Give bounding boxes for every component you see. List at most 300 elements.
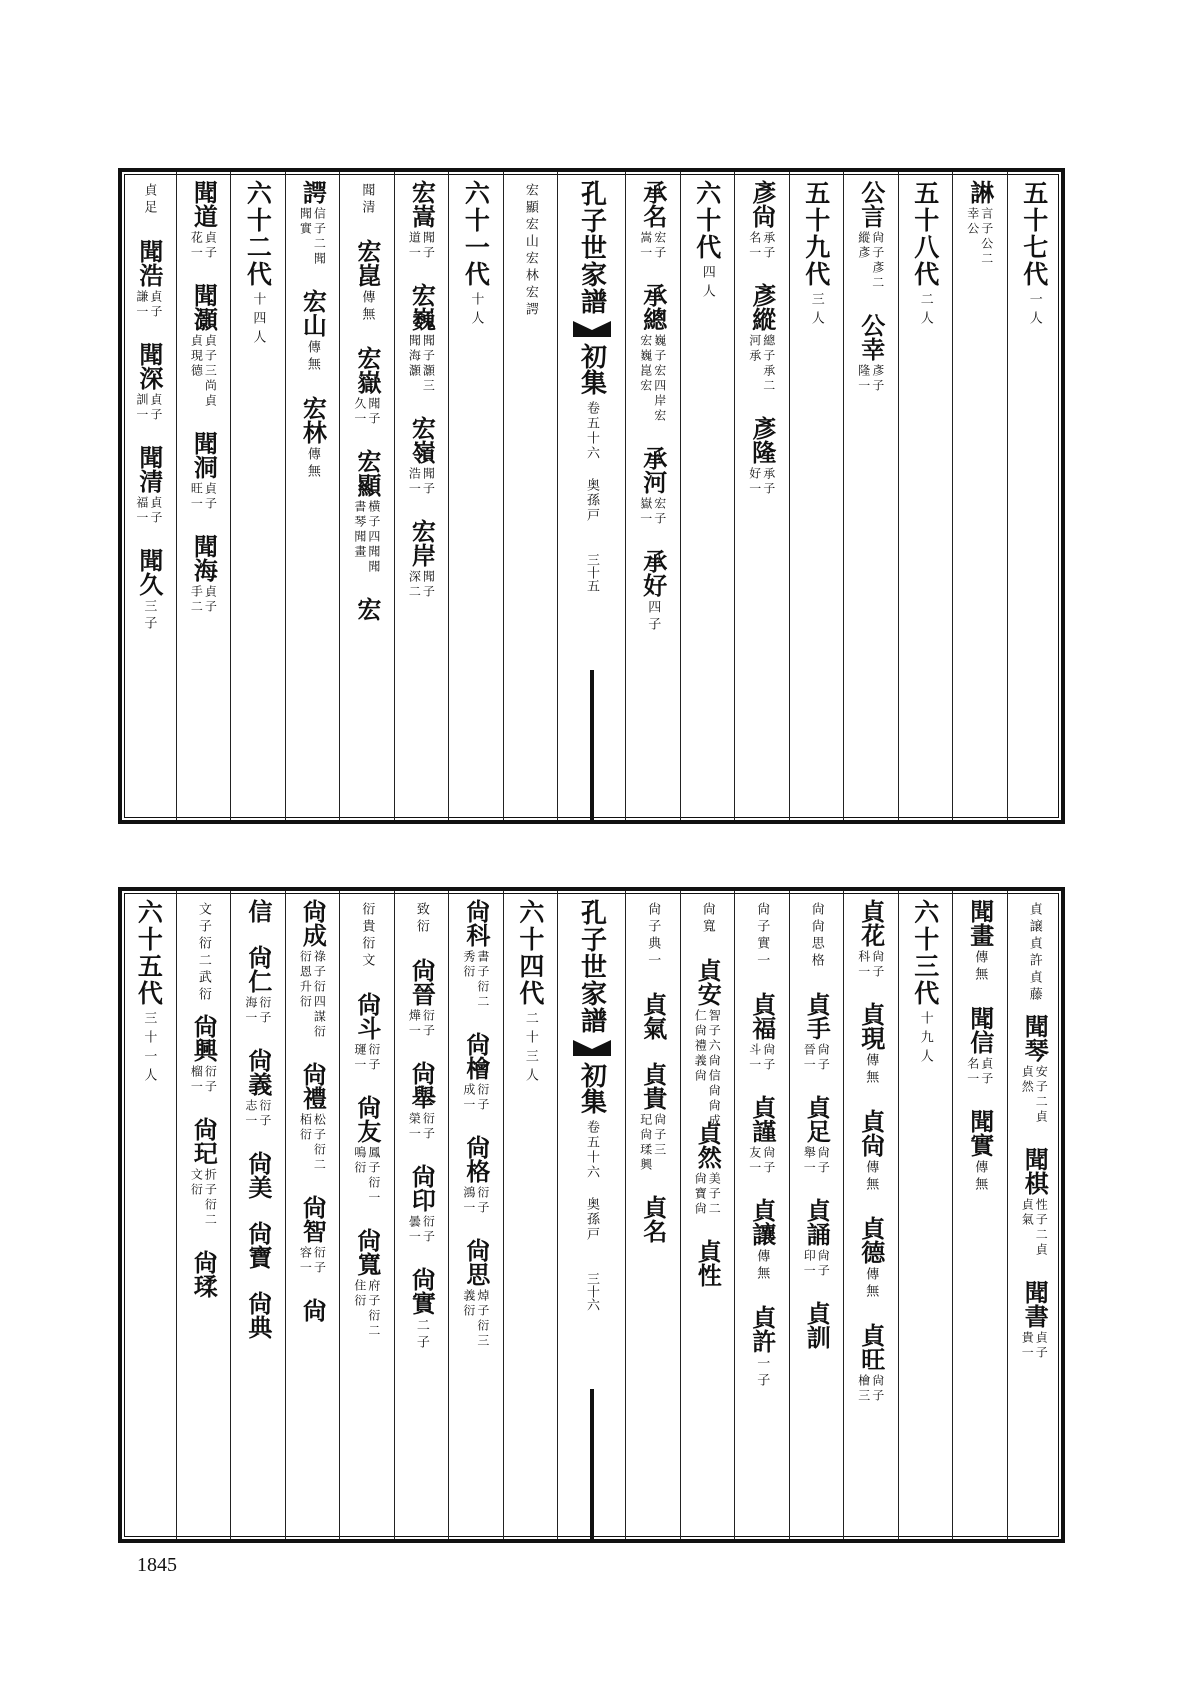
entry-note [408,334,434,394]
generation-count: 二十三人 [522,1011,538,1087]
entry-note-line: 尙寶尙 [693,1172,708,1217]
person-name: 貞名 [638,1195,668,1243]
entry-note-line: 檜三 [856,1374,871,1404]
entry-note [408,231,434,261]
register-entry [298,899,328,1040]
entry-note-line: 名一 [747,231,762,261]
fish-tail-mark-icon [573,1040,611,1056]
entry-note [354,1279,380,1339]
entry-note-line: 文衍 [189,1168,204,1198]
register-column [504,891,559,1539]
entry-note-line: 聞實 [298,207,313,237]
volume-label: 卷五十六 奥孫戸 [584,1120,600,1242]
entry-note-line: 貞子 [203,482,218,512]
register-entry [354,449,380,575]
entry-note-line: 貞子 [203,585,218,615]
entry-note: 致衍 [413,902,429,936]
register-column [899,172,954,820]
register-entry [858,180,884,291]
book-title: 孔子世家譜 [576,180,607,315]
bottom-columns [122,891,1061,1539]
entry-note-line: 鳴衍 [352,1146,367,1176]
person-name: 聞實 [965,1109,995,1157]
entry-note [354,1146,380,1206]
register-entry [407,1164,437,1245]
entry-note-line: 印一 [802,1249,817,1279]
entry-note [463,1083,489,1113]
register-entry [352,239,382,324]
person-name: 貞尙 [856,1109,886,1157]
entry-note: 尙子典一 [645,902,661,970]
generation-heading: 五十八代 [910,180,940,288]
entry-note [640,231,666,261]
entry-note: 尙寬 [699,902,715,936]
entry-note-line: 祿子衍四謀衍 [312,950,327,1040]
register-entry [360,180,373,217]
register-entry [522,180,538,319]
person-name: 尙仁 [243,945,273,993]
person-name: 聞琴 [1020,1014,1050,1062]
register-entry [755,899,768,970]
register-entry [189,283,219,409]
register-entry [967,1006,993,1087]
person-name: 尙舉 [407,1061,437,1109]
person-name: 聞灝 [189,283,219,331]
register-column [790,172,845,820]
register-entry [638,1195,668,1243]
person-name: 彥縱 [747,283,777,331]
entry-note-line: 衍子 [475,1083,490,1113]
register-entry [640,283,666,424]
register-column [558,172,626,820]
entry-note: 尙子實一 [754,902,770,970]
entry-note [354,1043,380,1073]
page-number: 1845 [137,1554,177,1576]
entry-note-line: 河承 [747,334,762,364]
entry-note [463,1289,489,1349]
person-name: 貞訓 [802,1301,832,1349]
register-column [340,172,395,820]
register-entry [407,519,437,600]
person-name: 宏岸 [407,519,437,567]
entry-note-line: 手二 [189,585,204,615]
person-name: 貞足 [802,1095,832,1143]
register-column [122,891,177,1539]
person-name: 貞花 [856,899,886,947]
entry-note-line: 幸公 [965,207,980,237]
register-entry [415,899,428,936]
register-entry [298,180,328,267]
entry-note-line: 尙子 [761,1146,776,1176]
person-name: 聞清 [134,445,164,493]
register-entry [638,549,668,634]
register-entry [749,416,775,497]
person-name: 彥尙 [747,180,777,228]
register-column [844,172,899,820]
person-name: 尙禮 [298,1062,328,1110]
entry-note-line: 衍子 [475,1186,490,1216]
entry-note: 傳無 [754,1249,770,1283]
book-title: 孔子世家譜 [576,899,607,1034]
person-name: 宏顯 [352,449,382,497]
entry-note-line: 宏子 [652,231,667,261]
entry-note-line: 貞氣 [1020,1198,1035,1228]
person-name: 諃 [965,180,995,204]
register-entry [243,1151,273,1199]
entry-note-line: 尙子 [870,950,885,980]
entry-note-line: 嶽一 [638,497,653,527]
entry-note: 貞足 [141,183,157,217]
register-column [681,172,736,820]
register-entry [810,899,823,970]
person-name: 聞海 [189,534,219,582]
person-name: 尙興 [189,1014,219,1062]
person-name: 貞安 [693,958,723,1006]
entry-note-line: 嵩一 [638,231,653,261]
register-entry [298,396,328,481]
entry-note-line: 承子 [761,231,776,261]
entry-note [136,290,162,320]
entry-note: 傳無 [972,950,988,984]
entry-note: 一子 [754,1356,770,1390]
person-name: 尙瑈 [189,1250,219,1298]
register-column [395,891,450,1539]
entry-note-line: 焯子衍三 [475,1289,490,1349]
register-entry [407,416,437,497]
entry-note-line: 貞子 [148,496,163,526]
person-name: 宏山 [298,289,328,337]
person-name: 公言 [856,180,886,228]
register-column [122,172,177,820]
entry-note-line: 旺一 [189,482,204,512]
entry-note-line: 尙子 [816,1249,831,1279]
entry-note [803,1146,829,1176]
register-entry [136,445,162,526]
entry-note [354,397,380,427]
person-name: 尙寶 [243,1221,273,1269]
person-name: 彥隆 [747,416,777,464]
person-name: 宏嵩 [407,180,437,228]
entry-note [299,1113,325,1173]
leaf-number: 三十五 [584,553,600,592]
entry-note-line: 仁尙禮義尙 [693,1009,708,1084]
entry-note: 傳無 [359,290,375,324]
person-name: 尙義 [243,1048,273,1096]
entry-note-line: 松子衍二 [312,1113,327,1173]
entry-note-line: 璭一 [352,1043,367,1073]
entry-note: 四子 [645,600,661,634]
entry-note-line: 貴一 [1020,1331,1035,1361]
volume-label: 卷五十六 奥孫戸 [584,401,600,523]
register-entry [354,1095,380,1206]
register-entry [298,1298,328,1322]
person-name: 聞洞 [189,431,219,479]
entry-note-line: 鴻一 [461,1186,476,1216]
entry-note: 傳無 [304,340,320,374]
entry-note [967,207,993,267]
entry-note-line: 性子二貞 [1034,1198,1049,1258]
generation-count: 十人 [468,292,484,330]
person-name: 尙成 [298,899,328,947]
generation-heading: 六十四代 [515,899,545,1007]
entry-note-line: 貞子 [148,290,163,320]
entry-note-line: 隆一 [856,364,871,394]
register-entry [965,899,995,984]
register-entry [749,1095,775,1176]
register-entry [749,992,775,1073]
person-name: 承河 [638,446,668,494]
register-column [558,891,626,1539]
person-name: 聞久 [134,548,164,596]
person-name: 尙智 [298,1195,328,1243]
entry-note-line: 榴一 [189,1065,204,1095]
entry-note-line: 宏子 [652,497,667,527]
register-entry [407,958,437,1039]
entry-note-line: 巍子宏四岸宏 [652,334,667,424]
collection-label: 初集 [576,1062,607,1114]
register-column [735,172,790,820]
register-entry [245,1048,271,1129]
register-entry [1026,899,1042,1004]
person-name: 尙晉 [407,958,437,1006]
register-entry [142,180,155,217]
entry-note [803,1249,829,1279]
register-column [177,891,232,1539]
register-column [1008,891,1062,1539]
person-name: 尙玘 [189,1117,219,1165]
entry-note-line: 府子衍二 [366,1279,381,1339]
register-entry [1020,1014,1050,1125]
entry-note-line: 好一 [747,467,762,497]
register-entry [856,1109,886,1194]
person-name: 尙斗 [352,992,382,1040]
person-name: 尙格 [461,1135,491,1183]
register-column [504,172,559,820]
person-name: 貞許 [747,1305,777,1353]
entry-note-line: 志一 [243,1099,258,1129]
person-name: 尙檜 [461,1032,491,1080]
entry-note-line: 縱彥 [856,231,871,261]
entry-note [858,1374,884,1404]
entry-note [299,950,325,1040]
entry-note [640,334,666,424]
entry-note [408,1215,434,1245]
entry-note-line: 斗一 [747,1043,762,1073]
leaf-number: 三十六 [584,1272,600,1311]
register-entry [749,283,775,394]
generation-count: 一人 [1026,292,1042,330]
entry-note [408,1009,434,1039]
person-name: 宏嶺 [407,416,437,464]
entry-note-line: 尙子 [870,1374,885,1404]
register-column [681,891,736,1539]
register-entry [407,283,437,394]
person-name: 貞讓 [747,1198,777,1246]
person-name: 貞福 [747,992,777,1040]
entry-note [190,1168,216,1228]
entry-note-line: 衍子 [366,1043,381,1073]
entry-note-line: 折子衍二 [203,1168,218,1228]
register-entry [354,1228,380,1339]
register-entry [407,1061,437,1142]
entry-note-line: 貞子 [979,1057,994,1087]
person-name: 承名 [638,180,668,228]
entry-note [190,482,216,512]
register-entry [856,1216,886,1301]
entry-note [463,950,489,1010]
entry-note [408,570,434,600]
entry-note-line: 聞子 [421,231,436,261]
generation-heading: 六十五代 [134,899,164,1007]
entry-note [463,1186,489,1216]
entry-note [299,1246,325,1276]
person-name: 公幸 [856,313,886,361]
register-column [286,172,341,820]
person-name: 承總 [638,283,668,331]
entry-note: 傳無 [972,1160,988,1194]
generation-count: 三十一人 [141,1011,157,1087]
entry-note [190,1065,216,1095]
person-name: 尙印 [407,1164,437,1212]
register-entry [858,1323,884,1404]
register-entry [640,446,666,527]
register-column [735,891,790,1539]
entry-note-line: 貞然 [1020,1065,1035,1095]
register-column [953,891,1008,1539]
register-entry [189,180,219,261]
entry-note-line: 名一 [965,1057,980,1087]
person-name: 諤 [298,180,328,204]
register-column [449,891,504,1539]
register-entry [189,1250,219,1298]
generation-heading: 六十代 [692,180,722,261]
entry-note-line: 謙一 [134,290,149,320]
register-entry [195,899,211,1004]
entry-note: 文子衍二武衍 [195,902,211,1004]
entry-note-line: 衍子 [421,1215,436,1245]
register-entry [298,1062,328,1173]
entry-note [1021,1198,1047,1258]
person-name: 承好 [638,549,668,597]
entry-note-line: 義衍 [461,1289,476,1319]
register-entry [967,180,993,267]
entry-note-line: 福一 [134,496,149,526]
generation-count: 十九人 [917,1011,933,1068]
register-column [626,891,681,1539]
entry-note-line: 總子承二 [761,334,776,394]
register-column [953,172,1008,820]
collection-label: 初集 [576,343,607,395]
entry-note: 傳無 [863,1160,879,1194]
person-name: 貞誦 [802,1198,832,1246]
register-entry [749,180,775,261]
register-entry [747,1305,777,1390]
register-entry [189,534,219,615]
register-entry [245,945,271,1026]
entry-note-line: 彥子 [870,364,885,394]
entry-note-line: 衍子 [257,996,272,1026]
register-entry [189,1117,219,1228]
person-name: 聞畫 [965,899,995,947]
entry-note [693,1009,722,1129]
entry-note [190,231,216,261]
entry-note-line: 聞子灝三 [421,334,436,394]
register-entry [354,346,380,427]
entry-note-line: 尙子三 [652,1113,667,1158]
entry-note-line: 衍子 [421,1009,436,1039]
generation-count: 四人 [699,265,715,303]
fish-tail-mark-icon [573,321,611,337]
generation-heading: 六十三代 [910,899,940,1007]
entry-note-line: 聞子 [421,570,436,600]
top-columns [122,172,1061,820]
entry-note-line: 秀衍 [461,950,476,980]
entry-note [694,1172,720,1217]
center-rule-line [590,670,594,820]
register-entry [802,1301,832,1349]
entry-note-line: 成一 [461,1083,476,1113]
person-name: 尙思 [461,1238,491,1286]
person-name: 聞棋 [1020,1147,1050,1195]
person-name: 尙寬 [352,1228,382,1276]
entry-note: 三子 [141,599,157,633]
register-entry [693,1239,723,1287]
entry-note-line: 曇一 [407,1215,422,1245]
entry-note-line: 宏巍崑宏 [638,334,653,394]
person-name: 貞然 [693,1121,723,1169]
generation-count: 三人 [808,292,824,330]
person-name: 貞性 [693,1239,723,1287]
register-entry [360,899,373,970]
person-name: 尙美 [243,1151,273,1199]
register-column [899,891,954,1539]
entry-note-line: 尙子彥二 [870,231,885,291]
entry-note: 傳無 [863,1267,879,1301]
register-column [626,172,681,820]
person-name: 信 [243,899,273,923]
entry-note [136,496,162,526]
entry-note: 宏顯宏山宏林宏諤 [522,183,538,319]
register-entry [858,899,884,980]
entry-note [749,231,775,261]
person-name: 聞浩 [134,239,164,287]
person-name: 尙友 [352,1095,382,1143]
entry-note [408,467,434,497]
person-name: 宏林 [298,396,328,444]
entry-note-line: 横子四聞聞 [366,500,381,575]
entry-note [749,334,775,394]
entry-note-line: 燁一 [407,1009,422,1039]
register-entry [858,313,884,394]
register-entry [243,899,273,923]
person-name: 貞手 [802,992,832,1040]
entry-note-line: 信子二聞 [312,207,327,267]
entry-note [858,950,884,980]
entry-note-line: 美子二 [707,1172,722,1217]
register-column [790,891,845,1539]
entry-note [749,467,775,497]
entry-note [190,334,216,409]
entry-note-line: 貞子 [148,393,163,423]
register-column [286,891,341,1539]
person-name: 貞氣 [638,992,668,1040]
register-entry [638,992,668,1040]
person-name: 尙典 [243,1291,273,1339]
register-column [844,891,899,1539]
person-name: 貞旺 [856,1323,886,1371]
register-entry [189,1014,219,1095]
generation-heading: 五十七代 [1019,180,1049,288]
